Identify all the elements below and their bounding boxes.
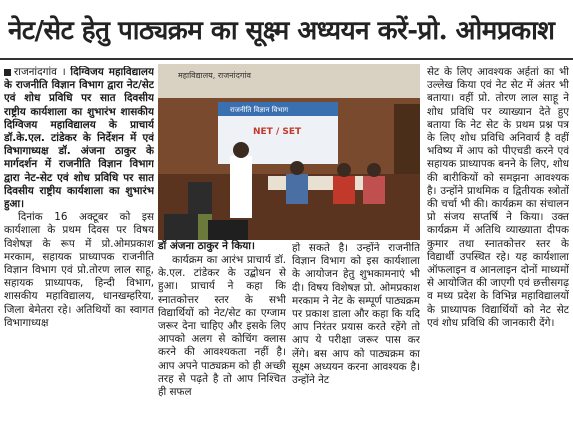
article-paragraph-3: हो सकते है। उन्होंने राजनीति विज्ञान विभाग को इस कार्यशाला के आयोजन हेतु शुभकामनाएं भी दी। विषय विशेषज्ञ प्रो. ओमप्रकाश मरकाम ने नेट के सम्पूर्ण पाठ्यक्रम पर प्रकाश डाला और कहा कि यदि आप निरंतर प्रयास करते रहेंगे तो आप ये परीक्षा जरूर पास कर लेंगे। बस आप को पाठ्यक्रम का सूक्ष्म अध्ययन करना आवश्यक है। उन्होंने नेट bbox=[292, 242, 420, 387]
photo-image-icon bbox=[158, 64, 420, 240]
article-paragraph-4: सेट के लिए आवश्यक अर्हतां का भी उल्लेख किया एवं नेट सेट में अंतर भी बताया। वहीं प्रो. तोरण लाल साहू ने शोध प्रविधि पर व्याख्यान देते हुए बताया कि नेट सेट के प्रथम प्रश्न पत्र के लिए शोध प्रविधि अनिवार्य है वहीं भविष्य में आप को पीएचडी करने एवं सहायक प्राध्यापक बनने के लिए, शोध की बारीकियों को समझना आवश्यक है। उन्होंने प्राथमिक व द्वितीयक स्त्रोतों की चर्चा भी की। कार्यक्रम का संचालन प्रो संजय सप्तर्षि ने किया। उक्त कार्यक्रम में अतिथि व्याख्याता दीपक कुमार तथा स्नातकोत्तर स्तर के विद्यार्थी उपस्थित रहे। यह कार्यशाला ऑफलाइन व आनलाइन दोनों माध्यमों से आयोजित की जाएगी एवं छत्तीसगढ़ व मध्य प्रदेश के विभिन्न महाविद्यालयों के प्राध्यापक विद्यार्थियों को नेट सेट एवं शोध प्रविधि की जानकारी देंगे। bbox=[427, 66, 569, 329]
bullet-square-icon bbox=[4, 69, 11, 76]
article-lead-bold: दिग्विजय महाविद्यालय के राजनीति विज्ञान विभाग द्वारा नेट/सेट एवं शोध प्रविधि पर सात दिवसीय राष्ट्रीय कार्यशाला का शुभारंभ शासकीय दिग्विजय महाविद्यालय के प्राचार्य डॉ.के.एल. टांडेकर के निर्देशन में एवं विभागाध्यक्ष डॉ. अंजना ठाकुर के मार्गदर्शन में राजनीति विज्ञान विभाग द्वारा नेट-सेट एवं शोध प्रविधि पर सात दिवसीय राष्ट्रीय कार्यशाला का शुभारंभ हुआ। bbox=[4, 66, 154, 211]
article-column-4 bbox=[427, 66, 569, 422]
photo-caption: डॉ अंजना ठाकुर ने किया। bbox=[158, 240, 255, 252]
article-column-3 bbox=[292, 242, 420, 422]
article-column-2 bbox=[158, 254, 286, 422]
dateline: राजनांदगांव । bbox=[14, 66, 66, 78]
photo-banner-top: महाविद्यालय, राजनांदगांव bbox=[178, 71, 251, 80]
article-paragraph-1: दिनांक 16 अक्टूबर को इस कार्यशाला के प्रथम दिवस पर विषय विशेषज्ञ के रूप में प्रो.ओमप्रकाश मरकाम, सहायक प्राध्यापक राजनीति विज्ञान विभाग एवं प्रो.तोरण लाल साहू, सहायक प्राध्यापक, हिन्दी विभाग, शासकीय महाविद्यालय, धानखम्हरिया, जिला बेमेतरा रहे। अतिथियों का स्वागत विभागाध्यक्ष bbox=[4, 211, 154, 329]
article-column-1 bbox=[4, 66, 154, 422]
article-lead bbox=[4, 66, 154, 211]
headline-rule bbox=[0, 58, 573, 60]
photo-banner-mid: राजनीति विज्ञान विभाग bbox=[230, 106, 289, 114]
photo-banner-sub: NET / SET bbox=[253, 127, 302, 137]
event-photo bbox=[158, 64, 420, 240]
article-headline: नेट/सेट हेतु पाठ्यक्रम का सूक्ष्म अध्ययन करें-प्रो. ओमप्रकाश bbox=[8, 16, 555, 46]
article-paragraph-2: कार्यक्रम का आरंभ प्राचार्य डॉ. के.एल. टांडेकर के उद्बोधन से हुआ। प्राचार्य ने कहा कि स्नातकोत्तर स्तर के सभी विद्यार्थियों को नेट/सेट का एग्जाम जरूर देना चाहिए और इसके लिए आपको अलग से कोचिंग क्लास करने की आवश्यकता नहीं है। आप अपने पाठ्यक्रम को ही अच्छी तरह से पढ़ते है तो आप निश्चित ही सफल bbox=[158, 254, 286, 399]
